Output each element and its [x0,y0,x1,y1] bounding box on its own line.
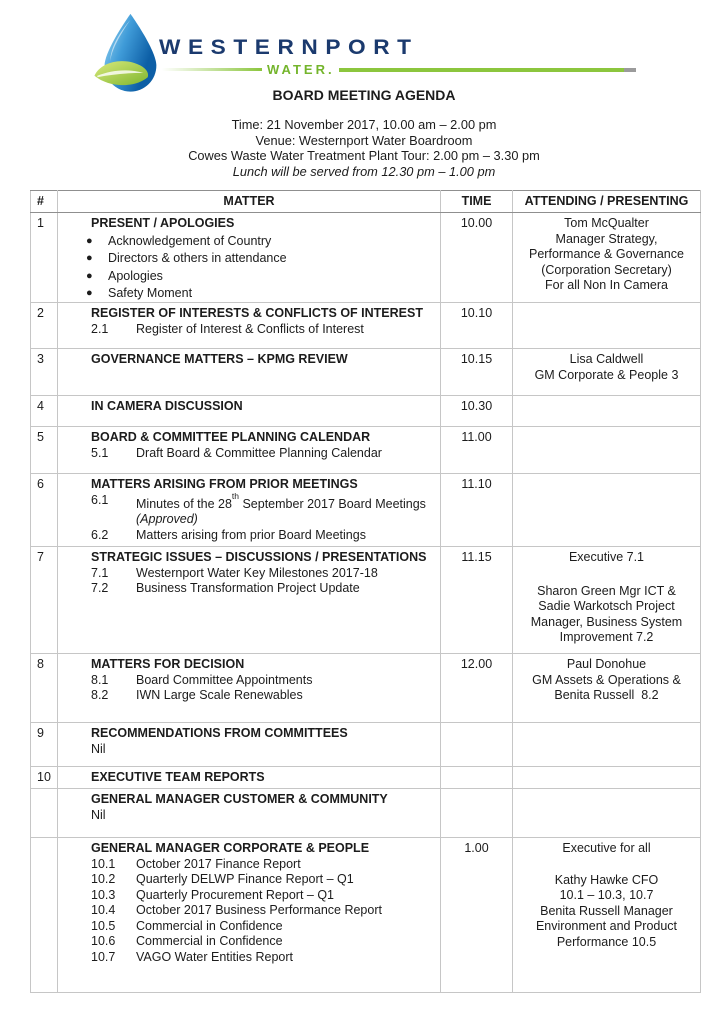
table-row [31,547,701,654]
brand-subline [162,62,636,77]
table-row [31,789,701,838]
bullet-item: ● Safety Moment [86,286,193,300]
matter-cell [58,303,441,349]
matter-title: GOVERNANCE MATTERS – KPMG REVIEW [91,352,348,366]
agenda-subitem: 10.5 Commercial in Confidence [91,918,283,933]
attending-cell: Lisa Caldwell GM Corporate & People 3 [513,349,701,396]
agenda-subitem: 10.2 Quarterly DELWP Finance Report – Q1 [91,872,354,886]
attending-cell: Paul Donohue GM Assets & Operations & Benita Russell 8.2 [513,654,701,723]
time-cell: 10.30 [441,396,513,427]
document-title: BOARD MEETING AGENDA [272,87,456,103]
attending-cell: Tom McQualter Manager Strategy, Performance & Governance (Corporation Secretary) For all Non In Camera [513,213,701,303]
time-cell: 11.10 [441,474,513,547]
green-rule-left [162,68,262,71]
table-row [31,474,701,547]
table-row [31,303,701,349]
water-drop-leaf-icon [93,12,165,92]
matter-cell [58,474,441,547]
time-cell: 11.00 [441,427,513,474]
agenda-subitem: 10.6 Commercial in Confidence [91,934,283,948]
time-cell: 12.00 [441,654,513,723]
row-num: 2 [31,303,58,349]
attending-cell [513,723,701,767]
attending-cell [513,767,701,789]
table-row [31,349,701,396]
time-cell: 11.15 [441,547,513,654]
lunch-note: Lunch will be served from 12.30 pm – 1.00 pm [232,163,496,179]
matter-title: PRESENT / APOLOGIES [91,216,235,230]
matter-cell [58,789,441,838]
bullet-item: ● Directors & others in attendance [86,251,287,265]
agenda-subitem: 2.1 Register of Interest & Conflicts of Interest [91,321,364,336]
time-cell: 10.15 [441,349,513,396]
matter-cell [58,767,441,789]
bullet-icon: ● [86,252,93,264]
meeting-time: Time: 21 November 2017, 10.00 am – 2.00 pm [231,117,497,132]
attending-cell [513,789,701,838]
header-time: TIME [441,191,513,213]
agenda-subitem: 6.1 Minutes of the 28th September 2017 Board Meetings (Approved) [91,490,426,527]
agenda-subitem: 10.4 October 2017 Business Performance Report [91,903,382,917]
matter-title: MATTERS FOR DECISION [91,657,245,671]
meeting-venue: Venue: Westernport Water Boardroom [255,132,473,148]
row-num: 10 [31,767,58,789]
row-num: 5 [31,427,58,474]
westernport-water-logo [93,10,653,90]
matter-title: EXECUTIVE TEAM REPORTS [91,770,265,784]
matter-title: RECOMMENDATIONS FROM COMMITTEES [91,726,348,740]
table-row [31,838,701,993]
matter-title: GENERAL MANAGER CORPORATE & PEOPLE [91,841,370,855]
matter-title: IN CAMERA DISCUSSION [91,399,243,413]
table-row [31,767,701,789]
agenda-subitem: 10.7 VAGO Water Entities Report [91,949,293,964]
brand-name: WESTERNPORT [159,36,419,59]
header-num: # [31,191,58,213]
matter-title: MATTERS ARISING FROM PRIOR MEETINGS [91,477,358,491]
time-cell: 10.00 [441,213,513,303]
matter-cell [58,349,441,396]
row-num: 3 [31,349,58,396]
matter-cell [58,213,441,303]
attending-cell: Executive 7.1 Sharon Green Mgr ICT & Sadie Warkotsch Project Manager, Business System Improvement 7.2 [513,547,701,654]
header-attending: ATTENDING / PRESENTING [513,191,701,213]
header-matter: MATTER [58,191,441,213]
matter-note: Nil [91,741,106,756]
table-row [31,213,701,303]
matter-title: STRATEGIC ISSUES – DISCUSSIONS / PRESENTATIONS [91,550,427,564]
time-cell [441,723,513,767]
matter-title: GENERAL MANAGER CUSTOMER & COMMUNITY [91,792,388,806]
bullet-item: ● Acknowledgement of Country [86,233,272,248]
row-num: 9 [31,723,58,767]
agenda-subitem: 10.1 October 2017 Finance Report [91,856,301,871]
matter-title: REGISTER OF INTERESTS & CONFLICTS OF INTEREST [91,306,423,320]
matter-cell [58,427,441,474]
meeting-details [0,117,728,179]
matter-note: Nil [91,807,106,822]
agenda-subitem: 6.2 Matters arising from prior Board Meetings [91,527,366,542]
table-row [31,654,701,723]
attending-cell [513,474,701,547]
bullet-item: ● Apologies [86,268,163,283]
agenda-table [30,190,701,993]
matter-title: BOARD & COMMITTEE PLANNING CALENDAR [91,430,371,444]
row-num [31,789,58,838]
agenda-subitem: 7.2 Business Transformation Project Update [91,581,360,595]
bullet-icon: ● [86,234,93,247]
attending-cell [513,303,701,349]
table-header-row [31,191,701,213]
brand-water-label: WATER. [267,62,335,77]
row-num: 4 [31,396,58,427]
matter-cell [58,396,441,427]
time-cell: 1.00 [441,838,513,993]
matter-cell [58,838,441,993]
attending-cell [513,427,701,474]
table-row [31,723,701,767]
agenda-subitem: 8.1 Board Committee Appointments [91,672,313,687]
row-num [31,838,58,993]
matter-cell [58,654,441,723]
time-cell [441,767,513,789]
green-rule-right [339,68,636,72]
row-num: 7 [31,547,58,654]
row-num: 8 [31,654,58,723]
matter-cell [58,547,441,654]
agenda-subitem: 7.1 Westernport Water Key Milestones 2017-18 [91,565,378,580]
plant-tour-line: Cowes Waste Water Treatment Plant Tour: 2.00 pm – 3.30 pm [188,148,540,164]
agenda-subitem: 5.1 Draft Board & Committee Planning Calendar [91,445,382,460]
table-row [31,396,701,427]
agenda-subitem: 10.3 Quarterly Procurement Report – Q1 [91,887,334,902]
agenda-subitem: 8.2 IWN Large Scale Renewables [91,688,303,702]
bullet-icon: ● [86,287,93,299]
matter-cell [58,723,441,767]
time-cell: 10.10 [441,303,513,349]
attending-cell: Executive for all Kathy Hawke CFO 10.1 – 10.3, 10.7 Benita Russell Manager Environment and Product Performance 10.5 [513,838,701,993]
time-cell [441,789,513,838]
bullet-icon: ● [86,269,93,282]
table-row [31,427,701,474]
row-num: 6 [31,474,58,547]
attending-cell [513,396,701,427]
row-num: 1 [31,213,58,303]
